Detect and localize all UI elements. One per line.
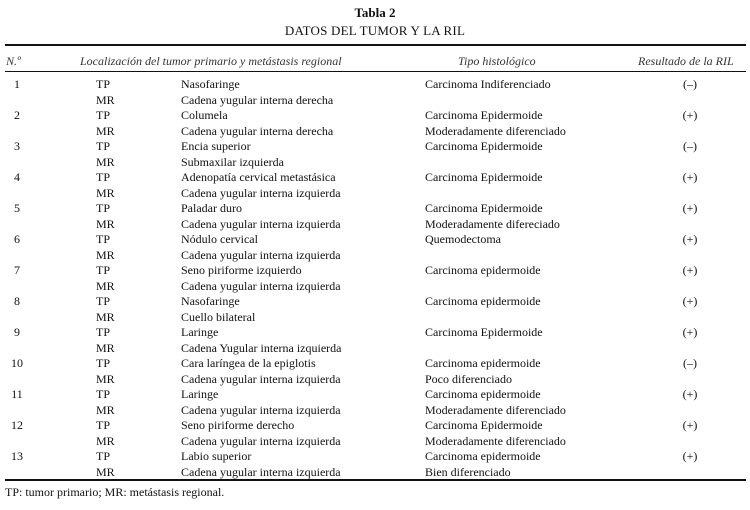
row-number: 5 [14, 201, 20, 215]
metastasis-regional: Submaxilar izquierda [181, 155, 284, 169]
tipo-histologico: Carcinoma epidermoide [425, 294, 541, 308]
tp-code: TP [96, 418, 111, 432]
resultado-ril: (–) [683, 139, 697, 153]
row-number: 6 [14, 232, 20, 246]
tp-code: TP [96, 263, 111, 277]
tumor-primario: Columela [181, 108, 228, 122]
row-number: 7 [14, 263, 20, 277]
mr-code: MR [96, 186, 115, 200]
tumor-primario: Nódulo cervical [181, 232, 258, 246]
table-title: Tabla 2 [354, 5, 396, 20]
tumor-primario: Encia superior [181, 139, 251, 153]
tp-code: TP [96, 170, 111, 184]
header-num: N.º [6, 54, 21, 68]
tp-code: TP [96, 356, 111, 370]
header-resultado: Resultado de la RIL [638, 54, 734, 68]
row-number: 3 [14, 139, 20, 153]
row-number: 9 [14, 325, 20, 339]
row-number: 13 [11, 449, 23, 463]
header-rule [5, 71, 746, 72]
mr-code: MR [96, 124, 115, 138]
tumor-primario: Laringe [181, 387, 219, 401]
metastasis-regional: Cadena yugular interna izquierda [181, 217, 341, 231]
row-number: 8 [14, 294, 20, 308]
tipo-histologico: Carcinoma epidermoide [425, 263, 541, 277]
tipo-histologico: Carcinoma Epidermoide [425, 139, 543, 153]
metastasis-regional: Cadena yugular interna derecha [181, 124, 334, 138]
tumor-primario: Seno piriforme izquierdo [181, 263, 302, 277]
tipo-histologico: Carcinoma epidermoide [425, 449, 541, 463]
resultado-ril: (+) [682, 263, 698, 277]
mr-code: MR [96, 217, 115, 231]
top-rule [5, 44, 746, 46]
row-number: 12 [11, 418, 23, 432]
tipo-histologico: Carcinoma Epidermoide [425, 325, 543, 339]
resultado-ril: (+) [682, 170, 698, 184]
tp-code: TP [96, 108, 111, 122]
resultado-ril: (+) [682, 232, 698, 246]
resultado-ril: (+) [682, 294, 698, 308]
metastasis-regional: Cadena yugular interna izquierda [181, 279, 341, 293]
resultado-ril: (+) [682, 449, 698, 463]
metastasis-regional: Cadena yugular interna izquierda [181, 465, 341, 479]
metastasis-regional: Cadena yugular interna izquierda [181, 372, 341, 386]
tumor-primario: Nasofaringe [181, 77, 240, 91]
metastasis-regional: Cadena yugular interna izquierda [181, 186, 341, 200]
resultado-ril: (+) [682, 325, 698, 339]
tipo-histologico: Carcinoma Epidermoide [425, 108, 543, 122]
diferenciacion: Poco diferenciado [425, 372, 512, 386]
resultado-ril: (+) [682, 387, 698, 401]
tumor-primario: Labio superior [181, 449, 252, 463]
tp-code: TP [96, 77, 111, 91]
tipo-histologico: Carcinoma epidermoide [425, 356, 541, 370]
table-footnote: TP: tumor primario; MR: metástasis regional. [5, 485, 225, 499]
tumor-primario: Paladar duro [181, 201, 242, 215]
mr-code: MR [96, 403, 115, 417]
tp-code: TP [96, 325, 111, 339]
row-number: 4 [14, 170, 20, 184]
metastasis-regional: Cadena yugular interna izquierda [181, 434, 341, 448]
resultado-ril: (+) [682, 108, 698, 122]
metastasis-regional: Cuello bilateral [181, 310, 256, 324]
resultado-ril: (+) [682, 201, 698, 215]
diferenciacion: Moderadamente diferenciado [425, 124, 566, 138]
tumor-primario: Nasofaringe [181, 294, 240, 308]
metastasis-regional: Cadena yugular interna izquierda [181, 248, 341, 262]
mr-code: MR [96, 341, 115, 355]
tp-code: TP [96, 201, 111, 215]
tumor-primario: Adenopatía cervical metastásica [181, 170, 336, 184]
mr-code: MR [96, 279, 115, 293]
bottom-rule [5, 479, 746, 481]
tp-code: TP [96, 232, 111, 246]
metastasis-regional: Cadena yugular interna izquierda [181, 403, 341, 417]
tumor-primario: Cara laríngea de la epiglotis [181, 356, 316, 370]
resultado-ril: (–) [683, 356, 697, 370]
table-subtitle: DATOS DEL TUMOR Y LA RIL [284, 23, 466, 38]
mr-code: MR [96, 310, 115, 324]
diferenciacion: Bien diferenciado [425, 465, 511, 479]
mr-code: MR [96, 248, 115, 262]
row-number: 11 [11, 387, 23, 401]
mr-code: MR [96, 93, 115, 107]
tp-code: TP [96, 294, 111, 308]
mr-code: MR [96, 465, 115, 479]
tipo-histologico: Carcinoma Indiferenciado [425, 77, 551, 91]
tp-code: TP [96, 139, 111, 153]
tipo-histologico: Carcinoma Epidermoide [425, 418, 543, 432]
tumor-primario: Seno piriforme derecho [181, 418, 295, 432]
mr-code: MR [96, 434, 115, 448]
tumor-primario: Laringe [181, 325, 219, 339]
resultado-ril: (–) [683, 77, 697, 91]
row-number: 10 [11, 356, 23, 370]
row-number: 2 [14, 108, 20, 122]
mr-code: MR [96, 155, 115, 169]
header-tipo: Tipo histológico [458, 54, 536, 68]
diferenciacion: Moderadamente difereciado [425, 217, 560, 231]
diferenciacion: Moderadamente diferenciado [425, 434, 566, 448]
mr-code: MR [96, 372, 115, 386]
metastasis-regional: Cadena Yugular interna izquierda [181, 341, 342, 355]
header-localizacion: Localización del tumor primario y metástasis regional [80, 54, 342, 68]
tipo-histologico: Quemodectoma [425, 232, 501, 246]
tipo-histologico: Carcinoma epidermoide [425, 387, 541, 401]
diferenciacion: Moderadamente diferenciado [425, 403, 566, 417]
row-number: 1 [14, 77, 20, 91]
tipo-histologico: Carcinoma Epidermoide [425, 201, 543, 215]
tp-code: TP [96, 449, 111, 463]
tp-code: TP [96, 387, 111, 401]
resultado-ril: (+) [682, 418, 698, 432]
metastasis-regional: Cadena yugular interna derecha [181, 93, 334, 107]
tipo-histologico: Carcinoma Epidermoide [425, 170, 543, 184]
